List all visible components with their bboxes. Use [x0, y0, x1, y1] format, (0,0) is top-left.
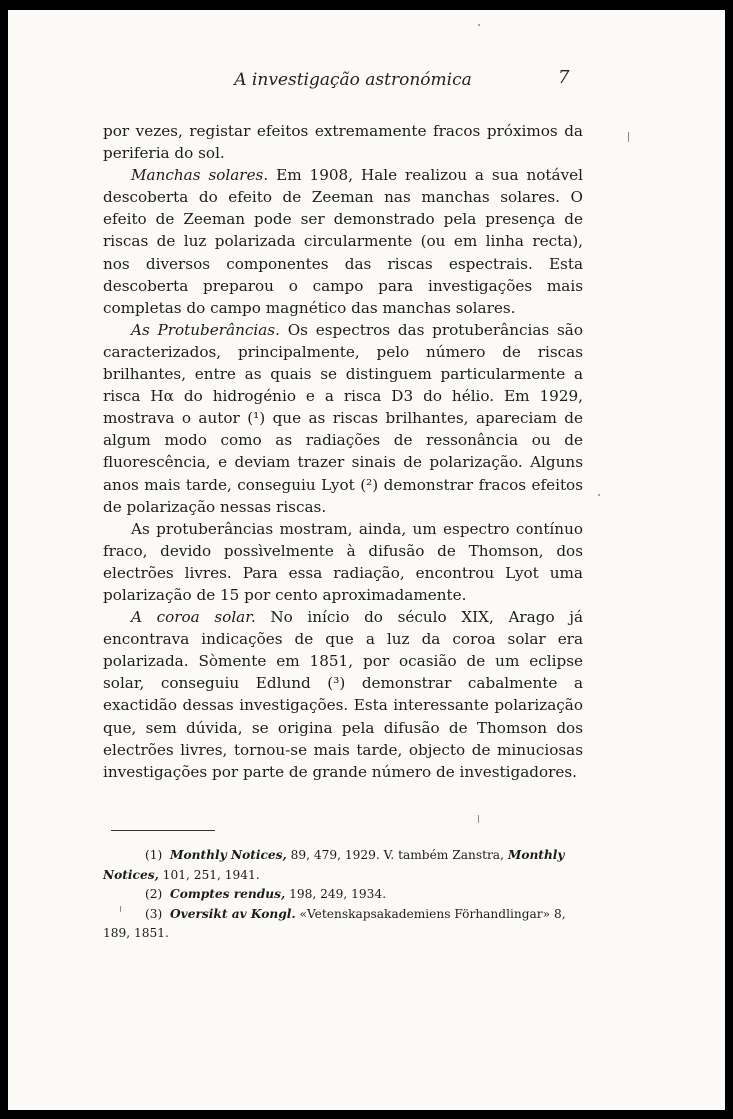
body-text: [103, 120, 583, 783]
footnote-3: (3) Oversikt av Kongl. «Vetenskapsakademiens Förhandlingar» 8, 189, 1851.: [103, 906, 566, 940]
paper-speck: [478, 815, 479, 823]
footnotes: [103, 846, 593, 944]
paper-speck: [478, 24, 480, 26]
page-number: 7: [558, 67, 570, 88]
paragraph-manchas-solares: Manchas solares. Em 1908, Hale realizou a sua notável descoberta do efeito de Zeeman nas manchas solares. O efeito de Zeeman pode ser demonstrado pela presença de riscas de luz polarizada circularmente (ou em linha recta), nos diversos componentes das riscas espectrais. Esta descoberta preparou o campo para investigações mais completas do campo magnético das manchas solares.: [103, 166, 583, 317]
paragraph-intro: por vezes, registar efeitos extremamente fracos próximos da periferia do sol.: [103, 122, 583, 163]
footnote-divider: [111, 830, 215, 831]
footnote-1: (1) Monthly Notices, 89, 479, 1929. V. também Zanstra, Monthly Notices, 101, 251, 1941.: [103, 848, 565, 882]
running-title: A investigação astronómica: [234, 70, 472, 90]
paper-speck: [120, 906, 121, 912]
paper-speck: [628, 132, 629, 142]
paper-speck: [598, 494, 600, 496]
paragraph-espectro-continuo: As protuberâncias mostram, ainda, um espectro contínuo fraco, devido possìvelmente à difusão de Thomson, dos electrões livres. Para essa radiação, encontrou Lyot uma polarização de 15 por cento aproximadamente.: [103, 519, 583, 604]
footnote-2: (2) Comptes rendus, 198, 249, 1934.: [145, 887, 387, 901]
book-page: [8, 10, 725, 1110]
section-heading-coroa: A coroa solar.: [131, 608, 256, 627]
paragraph-coroa-solar: A coroa solar. No início do século XIX, Arago já encontrava indicações de que a luz da coroa solar era polarizada. Sòmente em 1851, por ocasião de um eclipse solar, conseguiu Edlund (³) demonstrar cabalmente a exactidão dessas investigações. Esta interessante polarização que, sem dúvida, se origina pela difusão de Thomson dos electrões livres, tornou-se mais tarde, objecto de minuciosas investigações por parte de grande número de investigadores.: [103, 608, 584, 781]
paragraph-protuberancias: As Protuberâncias. Os espectros das protuberâncias são caracterizados, principalmente, pelo número de riscas brilhantes, entre as quais se distinguem particularmente a risca Hα do hidrogénio e a risca D3 do hélio. Em 1929, mostrava o autor (¹) que as riscas brilhantes, apareciam de algum modo como as radiações de ressonância ou de fluorescência, e deviam trazer sinais de polarização. Alguns anos mais tarde, conseguiu Lyot (²) demonstrar fracos efeitos de polarização nessas riscas.: [103, 320, 583, 516]
section-heading-manchas: Manchas solares.: [131, 166, 269, 185]
section-heading-protuberancias: As Protuberâncias.: [131, 320, 280, 339]
